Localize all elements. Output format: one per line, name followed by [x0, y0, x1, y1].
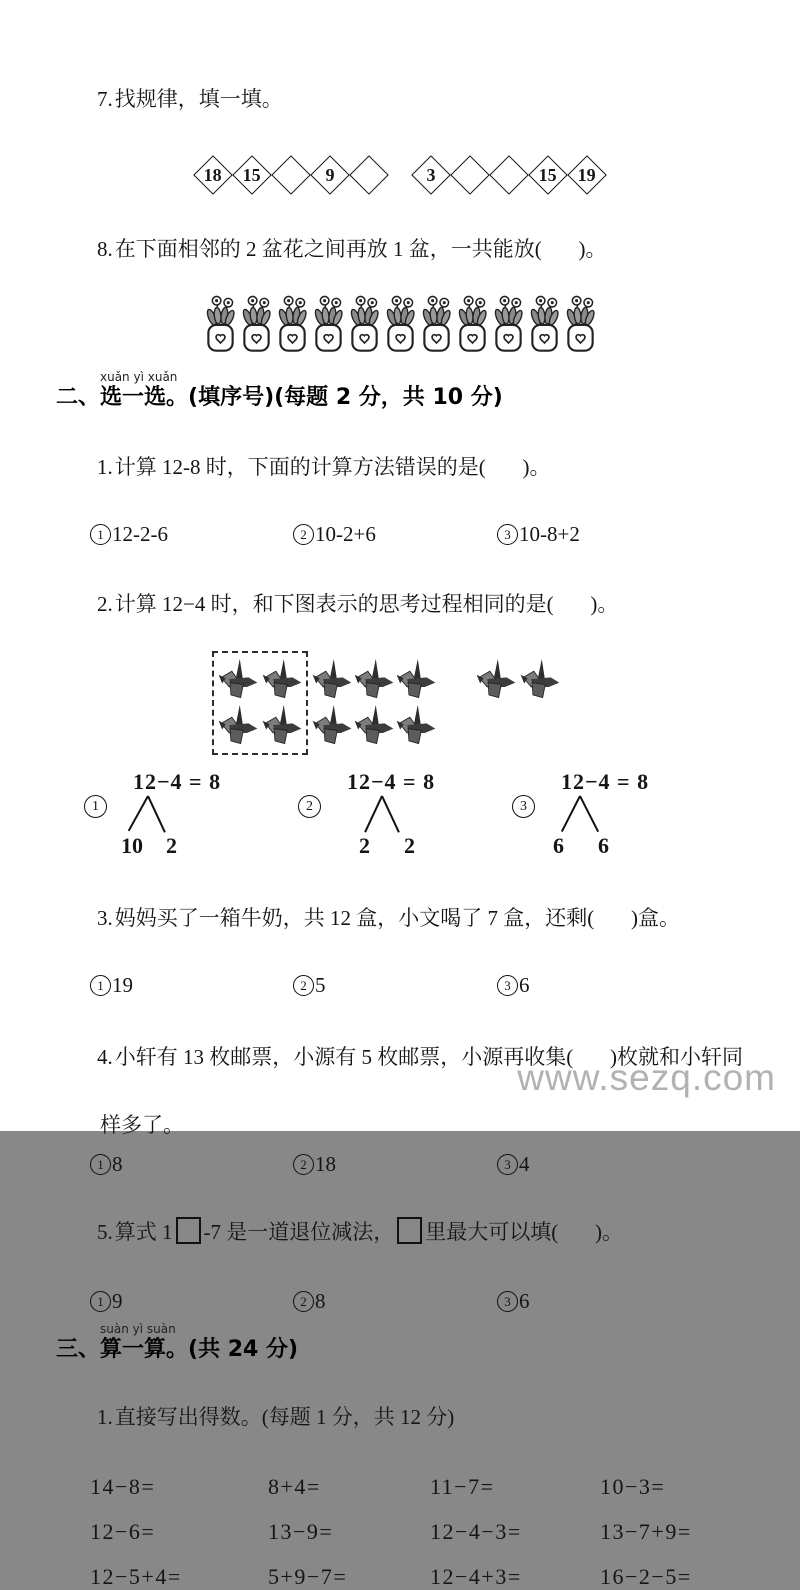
select-question-5-part1: 算式 1 — [114, 1220, 173, 1244]
diamond-shape — [349, 155, 389, 195]
section-3-title-main: 三、算一算。 — [56, 1337, 189, 1362]
section-2-title-main: 二、选一选。 — [56, 385, 189, 410]
option — [90, 522, 293, 547]
diamond-shape — [489, 155, 529, 195]
diamond-value: 15 — [243, 164, 261, 185]
option-circled-number: 1 — [90, 1291, 111, 1312]
flower-pot-icon — [384, 294, 417, 354]
option-circled-number: 1 — [90, 1154, 111, 1175]
arithmetic-expression: 14−8= — [90, 1474, 156, 1499]
section-3-title-score: (共 24 分) — [188, 1337, 299, 1362]
arithmetic-expression: 5+9−7= — [268, 1564, 348, 1589]
option-circled-number: 3 — [497, 524, 518, 545]
option-circled-number: 3 — [512, 795, 535, 818]
calc-question-1-text: 直接写出得数。(每题 1 分，共 12 分) — [114, 1405, 455, 1429]
bond-left-number: 10 — [121, 833, 143, 858]
arithmetic-expression: 8+4= — [268, 1474, 321, 1499]
number-bond-body — [335, 769, 435, 859]
section-3-pinyin: suàn yì suàn — [100, 1322, 176, 1336]
option — [497, 1152, 800, 1177]
option-circled-number: 1 — [90, 975, 111, 996]
diamond-value: 19 — [578, 164, 596, 185]
option — [293, 1289, 497, 1314]
option-circled-number: 3 — [497, 975, 518, 996]
bond-right-number: 6 — [598, 833, 609, 858]
select-question-4-line2: 样多了。 — [100, 1113, 184, 1137]
calc-question-1-number: 1. — [97, 1405, 113, 1429]
select-question-1 — [0, 428, 800, 506]
option-text: 5 — [315, 973, 326, 997]
option — [90, 1289, 293, 1314]
arithmetic-expression: 13−9= — [268, 1519, 334, 1544]
paper-crane-icon — [476, 658, 516, 702]
number-bond-branches — [335, 795, 435, 833]
diamond-shape — [528, 155, 568, 195]
paper-crane-icon — [262, 658, 302, 702]
question-7-number: 7. — [97, 87, 113, 111]
number-bond-parts — [553, 833, 609, 859]
crane-right-group — [476, 658, 560, 702]
paper-crane-icon — [218, 658, 258, 702]
option-text: 12-2-6 — [112, 522, 168, 546]
question-8-number: 8. — [97, 237, 113, 261]
diamond-shape — [450, 155, 490, 195]
select-question-5-part2: -7 是一道退位减法， — [203, 1220, 395, 1244]
option-circled-number: 1 — [90, 524, 111, 545]
diamond-shape — [411, 155, 451, 195]
select-question-5-options — [0, 1289, 800, 1314]
option-text: 6 — [519, 973, 530, 997]
section-2-title — [56, 385, 503, 410]
option-circled-number: 3 — [497, 1154, 518, 1175]
option-circled-number: 1 — [84, 795, 107, 818]
select-question-1-number: 1. — [97, 455, 113, 479]
diamond-value: 9 — [325, 164, 335, 185]
section-2-header — [0, 370, 800, 412]
paper-crane-figure — [212, 651, 800, 755]
flower-pot-icon — [240, 294, 273, 354]
section-2-pinyin: xuǎn yì xuǎn — [100, 370, 178, 384]
select-question-4-line1: 小轩有 13 枚邮票，小源有 5 枚邮票，小源再收集( )枚就和小轩同 — [114, 1045, 743, 1069]
bond-left-number: 2 — [359, 833, 370, 858]
diamond-group-1 — [199, 161, 383, 189]
number-bond-options — [0, 769, 800, 859]
arithmetic-expression: 12−4−3= — [430, 1519, 522, 1544]
select-question-3-number: 3. — [97, 906, 113, 930]
dashed-group-box — [212, 651, 308, 755]
option-circled-number: 2 — [293, 1291, 314, 1312]
question-7-text: 找规律，填一填。 — [114, 87, 283, 111]
flower-pot-icon — [528, 294, 561, 354]
bond-right-number: 2 — [404, 833, 415, 858]
paper-crane-icon — [262, 704, 302, 748]
bond-left-number: 6 — [553, 833, 564, 858]
flower-pot-icon — [420, 294, 453, 354]
select-question-3 — [0, 879, 800, 957]
select-question-3-options — [0, 973, 800, 998]
select-question-5 — [0, 1191, 800, 1271]
arithmetic-expression: 13−7+9= — [600, 1519, 692, 1544]
option — [293, 522, 497, 547]
option — [293, 1152, 497, 1177]
select-question-5-number: 5. — [97, 1220, 113, 1244]
arithmetic-expression: 12−6= — [90, 1519, 156, 1544]
option — [497, 1289, 800, 1314]
number-bond-parts — [121, 833, 177, 859]
select-question-3-text: 妈妈买了一箱牛奶，共 12 盒，小文喝了 7 盒，还剩( )盒。 — [114, 906, 680, 930]
watermark: www.sezq.com — [517, 1057, 776, 1098]
select-question-5-part3: 里最大可以填( )。 — [425, 1220, 623, 1244]
option-text: 18 — [315, 1152, 336, 1176]
number-bond-equation: 12−4 = 8 — [561, 769, 650, 794]
flower-pot-icon — [276, 294, 309, 354]
arithmetic-expression: 12−4+3= — [430, 1564, 522, 1589]
select-question-1-options — [0, 522, 800, 547]
option-circled-number: 2 — [298, 795, 321, 818]
select-question-4-number: 4. — [97, 1045, 113, 1069]
arithmetic-expression: 12−5+4= — [90, 1564, 182, 1589]
option — [497, 973, 800, 998]
diamond-shape — [232, 155, 272, 195]
section-3-header — [0, 1322, 800, 1364]
number-bond-branches — [549, 795, 649, 833]
number-bond — [512, 769, 702, 859]
diamond-shape — [310, 155, 350, 195]
option-circled-number: 2 — [293, 524, 314, 545]
option — [497, 522, 800, 547]
diamond-pattern-row — [0, 152, 800, 198]
flower-pot-icon — [348, 294, 381, 354]
paper-crane-icon — [396, 658, 436, 702]
diamond-value: 18 — [204, 164, 222, 185]
option — [90, 1152, 293, 1177]
section-3-title — [56, 1337, 298, 1362]
diamond-value: 3 — [426, 164, 436, 185]
number-bond — [84, 769, 274, 859]
number-bond-body — [121, 769, 221, 859]
question-7 — [0, 0, 800, 138]
crane-middle-group — [312, 658, 436, 748]
blank-square-box — [397, 1217, 422, 1244]
number-bond-equation: 12−4 = 8 — [133, 769, 222, 794]
option-text: 10-2+6 — [315, 522, 376, 546]
number-bond-branches — [121, 795, 221, 833]
number-bond-equation: 12−4 = 8 — [347, 769, 436, 794]
flower-pot-icon — [564, 294, 597, 354]
option-text: 8 — [315, 1289, 326, 1313]
diamond-shape — [271, 155, 311, 195]
flower-pot-icon — [204, 294, 237, 354]
diamond-group-2 — [417, 161, 601, 189]
question-8-text: 在下面相邻的 2 盆花之间再放 1 盆，一共能放( )。 — [114, 237, 607, 261]
option-circled-number: 2 — [293, 1154, 314, 1175]
flower-pot-icon — [492, 294, 525, 354]
flower-pot-icon — [456, 294, 489, 354]
select-question-4-options — [0, 1152, 800, 1177]
paper-crane-icon — [312, 658, 352, 702]
paper-crane-icon — [218, 704, 258, 748]
question-8 — [0, 210, 800, 288]
diamond-shape — [193, 155, 233, 195]
number-bond-body — [549, 769, 649, 859]
option-text: 8 — [112, 1152, 123, 1176]
section-2-title-score: (填序号)(每题 2 分，共 10 分) — [188, 385, 503, 410]
option-text: 10-8+2 — [519, 522, 580, 546]
paper-crane-icon — [312, 704, 352, 748]
blank-square-box — [176, 1217, 201, 1244]
option-text: 6 — [519, 1289, 530, 1313]
option — [293, 973, 497, 998]
calc-question-1 — [0, 1378, 800, 1456]
option-text: 19 — [112, 973, 133, 997]
select-question-1-text: 计算 12-8 时，下面的计算方法错误的是( )。 — [114, 455, 551, 479]
bond-right-number: 2 — [166, 833, 177, 858]
paper-crane-icon — [354, 658, 394, 702]
option-text: 4 — [519, 1152, 530, 1176]
diamond-value: 15 — [539, 164, 557, 185]
flower-pot-icon — [312, 294, 345, 354]
arithmetic-expression: 11−7= — [430, 1474, 495, 1499]
select-question-2 — [0, 565, 800, 643]
flower-pot-row — [0, 294, 800, 356]
option — [90, 973, 293, 998]
paper-crane-icon — [520, 658, 560, 702]
diamond-shape — [567, 155, 607, 195]
arithmetic-grid — [0, 1474, 800, 1590]
option-circled-number: 2 — [293, 975, 314, 996]
option-text: 9 — [112, 1289, 123, 1313]
option-circled-number: 3 — [497, 1291, 518, 1312]
arithmetic-expression: 16−2−5= — [600, 1564, 692, 1589]
paper-crane-icon — [354, 704, 394, 748]
number-bond-parts — [359, 833, 415, 859]
paper-crane-icon — [396, 704, 436, 748]
number-bond — [298, 769, 488, 859]
arithmetic-expression: 10−3= — [600, 1474, 666, 1499]
select-question-2-text: 计算 12−4 时，和下图表示的思考过程相同的是( )。 — [114, 592, 619, 616]
select-question-2-number: 2. — [97, 592, 113, 616]
